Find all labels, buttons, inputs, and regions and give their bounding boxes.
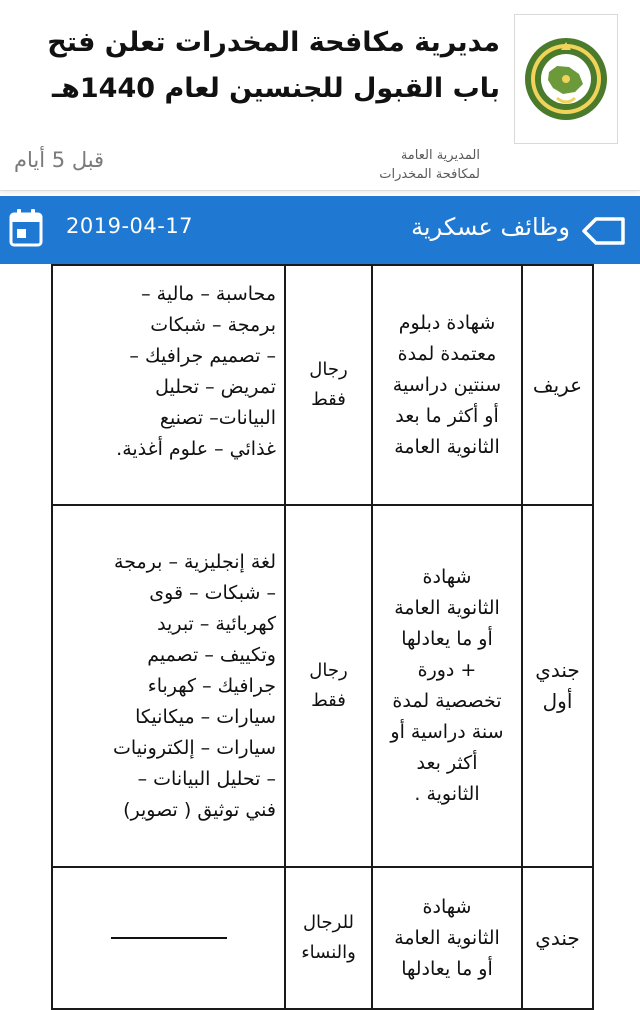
specialty-line: – تصميم جرافيك – — [129, 345, 276, 367]
specialties-cell — [52, 505, 285, 867]
jobs-table — [51, 264, 594, 1010]
source-name-line1: المديرية العامة — [400, 148, 480, 163]
specialty-line: سيارات – إلكترونيات — [112, 736, 276, 759]
specialties-cell — [52, 265, 285, 505]
specialty-line: برمجة – شبكات — [150, 314, 276, 336]
rank-cell — [522, 505, 593, 867]
specialty-line: جرافيك – كهرباء — [147, 674, 276, 697]
gender-line: رجال — [309, 660, 348, 681]
education-line: شهادة دبلوم — [398, 311, 496, 334]
article-header[interactable] — [0, 0, 640, 196]
specialty-line: تمريض – تحليل — [155, 376, 276, 398]
education-line: أو ما يعادلها — [401, 628, 493, 650]
education-line: أو أكثر ما بعد — [395, 404, 499, 427]
gender-cell — [285, 265, 372, 505]
education-line: معتمدة لمدة — [397, 342, 497, 365]
gender-line: والنساء — [301, 942, 356, 963]
education-cell — [372, 867, 522, 1009]
article-title-line2: باب القبول للجنسين لعام 1440هـ — [51, 73, 500, 104]
category-link[interactable]: وظائف عسكرية — [411, 213, 570, 241]
narcotics-control-emblem-icon — [523, 36, 609, 122]
rank-text: جندي — [535, 658, 580, 682]
education-line: + دورة — [417, 659, 477, 681]
table-row — [52, 505, 593, 867]
education-cell — [372, 265, 522, 505]
gender-line: رجال — [309, 359, 348, 380]
article-title-line1: مديرية مكافحة المخدرات تعلن فتح — [47, 27, 500, 58]
education-line: شهادة — [422, 566, 472, 588]
education-line: الثانوية . — [414, 783, 480, 805]
specialty-line: غذائي – علوم أغذية. — [116, 438, 276, 460]
specialty-line: محاسبة – مالية – — [141, 283, 276, 305]
education-line: تخصصية لمدة — [392, 690, 502, 712]
education-line: شهادة — [422, 895, 472, 918]
tag-icon — [582, 216, 626, 246]
education-line: الثانوية العامة — [394, 926, 500, 949]
gender-line: فقط — [311, 690, 346, 711]
specialty-line: البيانات– تصنيع — [159, 407, 276, 429]
rank-text: أول — [542, 689, 573, 713]
education-line: الثانوية العامة — [394, 435, 500, 458]
specialties-cell — [52, 867, 285, 1009]
publish-time-ago: قبل 5 أيام — [14, 148, 105, 172]
gender-line: فقط — [311, 389, 346, 410]
specialty-line: فني توثيق ( تصوير) — [123, 798, 276, 821]
source-logo — [514, 14, 618, 144]
category-date-bar — [0, 196, 640, 264]
specialty-line: سيارات – ميكانيكا — [135, 705, 276, 728]
education-line: الثانوية العامة — [394, 597, 500, 619]
article-title[interactable] — [10, 20, 500, 112]
gender-cell — [285, 867, 372, 1009]
specialty-line: – شبكات – قوى — [149, 581, 276, 604]
rank-cell — [522, 867, 593, 1009]
no-specialty-dash — [111, 937, 227, 939]
rank-text: جندي — [535, 925, 580, 950]
education-line: سنتين دراسية — [392, 373, 502, 396]
education-line: أو ما يعادلها — [401, 957, 493, 980]
education-line: سنة دراسية أو — [390, 721, 504, 743]
table-row — [52, 265, 593, 505]
article-source — [379, 146, 480, 184]
source-name-line2: لمكافحة المخدرات — [379, 167, 480, 182]
specialty-line: لغة إنجليزية – برمجة — [114, 550, 276, 573]
education-line: أكثر بعد — [416, 752, 478, 774]
gender-line: للرجال — [302, 912, 355, 933]
specialty-line: – تحليل البيانات – — [137, 767, 276, 790]
specialty-line: كهربائية – تبريد — [157, 612, 276, 635]
calendar-icon — [9, 209, 43, 247]
rank-text: عريف — [532, 372, 583, 397]
education-cell — [372, 505, 522, 867]
specialty-line: وتكييف – تصميم — [147, 643, 276, 666]
gender-cell — [285, 505, 372, 867]
publish-date: 2019-04-17 — [66, 214, 194, 238]
rank-cell — [522, 265, 593, 505]
table-row — [52, 867, 593, 1009]
